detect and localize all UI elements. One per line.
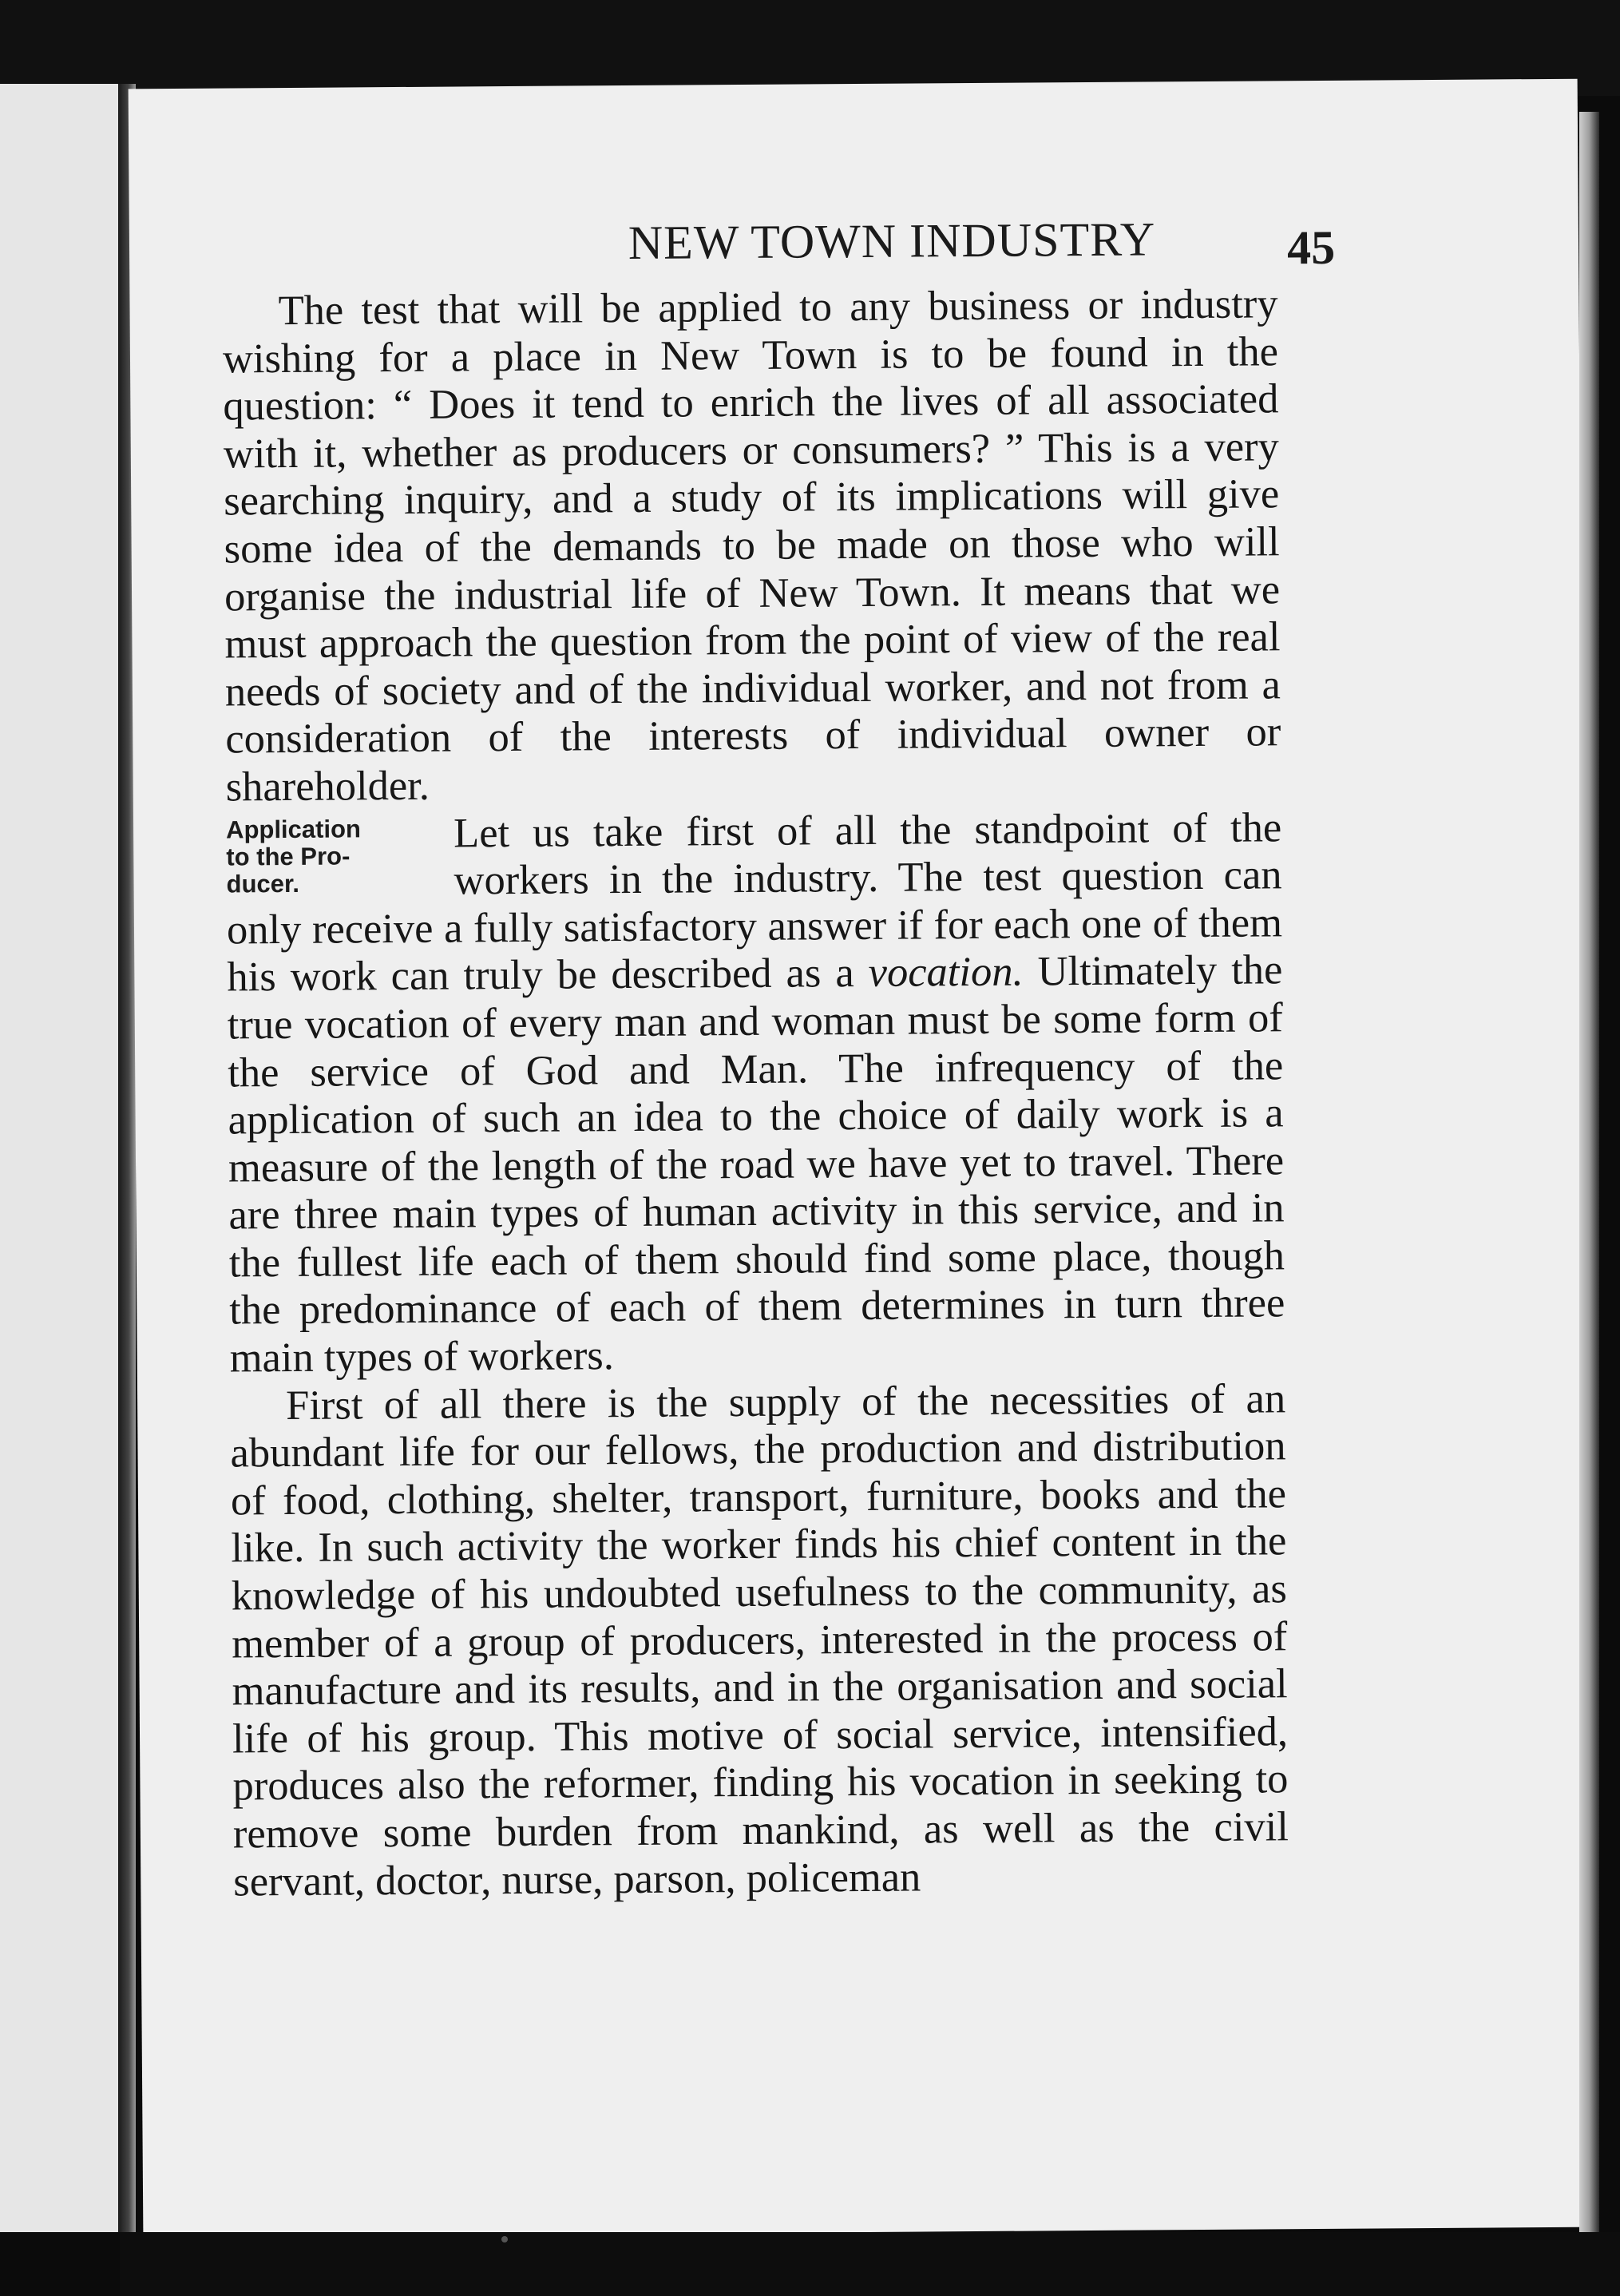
scan-speck bbox=[501, 2236, 508, 2242]
marginal-note-line: to the Pro- bbox=[226, 841, 351, 871]
paragraph-2-text: Let us take first of all the standpoint of the workers in the industry. The test question can only receive a fully satisfactory answer if for each one of them his work can truly be described as a bbox=[226, 803, 1283, 1001]
page-body bbox=[222, 280, 1289, 1905]
paragraph-2 bbox=[226, 804, 1285, 1382]
scan-background-bottom bbox=[120, 2232, 1620, 2296]
marginal-note-line: Application bbox=[225, 814, 362, 844]
paragraph-1: The test that will be applied to any business or industry wishing for a place in New Town is to be found in the question: “ Does it tend to enrich the lives of all associated with it, whether as producers or consumers? ” This is a very searching inquiry, and a study of its implications will give some idea of the demands to be made on those who will organise the industrial life of New Town. It means that we must approach the question from the point of view of the real needs of society and of the individual worker, and not from a consideration of the interests of individual owner or shareholder. bbox=[222, 280, 1281, 811]
page-number: 45 bbox=[1286, 220, 1336, 275]
facing-page-edge bbox=[0, 84, 118, 2232]
marginal-note-line: ducer. bbox=[226, 869, 300, 898]
running-title: NEW TOWN INDUSTRY bbox=[628, 212, 1156, 270]
italic-term: vocation. bbox=[868, 948, 1024, 997]
marginal-note bbox=[226, 815, 422, 898]
page-stack-edge bbox=[1579, 112, 1599, 2236]
paragraph-3: First of all there is the supply of the necessities of an abundant life for our fellows, the production and distribution of food, clothing, shelter, transport, furniture, books and the like. In such activity the worker finds his chief content in the knowledge of his undoubted usefulness to the community, as member of a group of producers, interested in the process of manufacture and its results, and in the organisation and social life of his group. This motive of social service, intensified, produces also the reformer, finding his vocation in seeking to remove some burden from mankind, as well as the civil servant, doctor, nurse, parson, policeman bbox=[230, 1374, 1289, 1905]
book-page bbox=[129, 79, 1593, 2238]
paragraph-2-text-continued: Ultimately the true vocation of every man and woman must be some form of the service of God and Man. The infrequency of the application of such an idea to the choice of daily work is a measure of the length of the road we have yet to travel. There are three main types of human activity in this service, and in the fullest life each of them should find some place, though the predominance of each of them determines in turn three main types of workers. bbox=[227, 946, 1285, 1382]
